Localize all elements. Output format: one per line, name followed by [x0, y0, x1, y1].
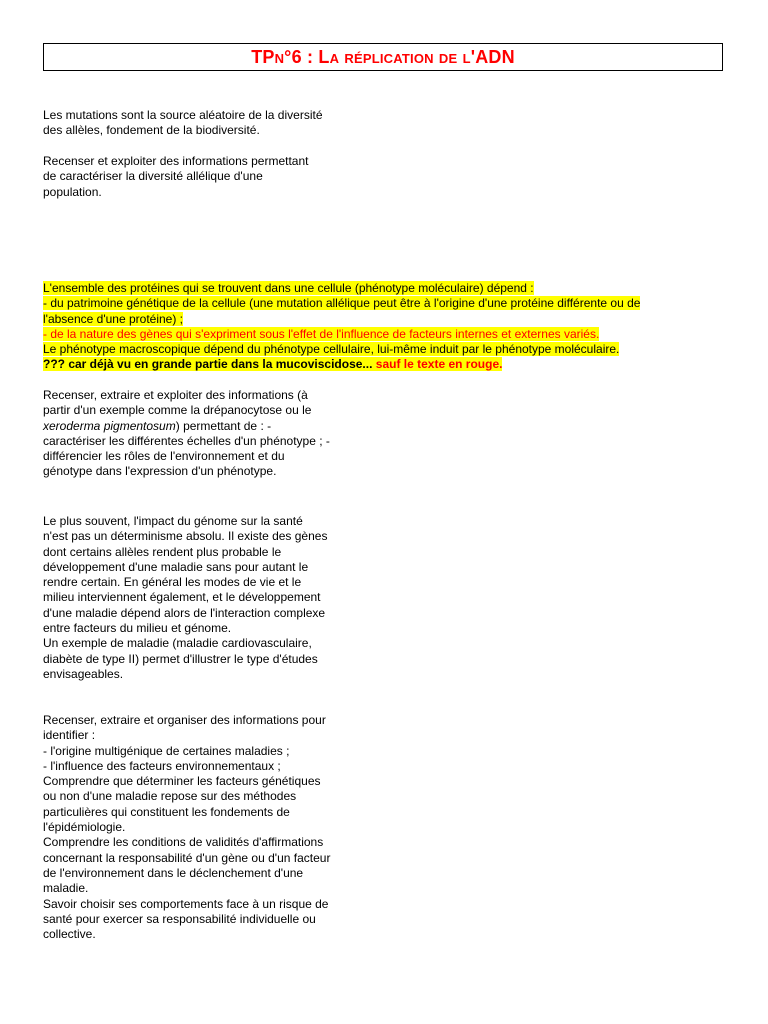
highlight-line-6-red: sauf le texte en rouge.: [372, 357, 503, 372]
title-part-adn: ADN: [475, 46, 515, 67]
page-title: [43, 43, 723, 71]
recenser-phenotype-italic: xeroderma pigmentosum: [43, 418, 176, 433]
paragraph-recenser-phenotype: [43, 388, 363, 480]
title-part-tp: TP: [251, 46, 275, 67]
paragraph-genome-sante: Le plus souvent, l'impact du génome sur la santé n'est pas un déterminisme absolu. Il existe des gènes dont certains allèles rendent plus probable le développement d'une maladie sans pour autant le rendre certain. En général les modes de vie et le milieu interviennent également, et le développement d'une maladie dépend alors de l'interaction complexe entre facteurs du milieu et génome. Un exemple de maladie (maladie cardiovasculaire, diabète de type II) permet d'illustrer le type d'études envisageables.: [43, 514, 328, 681]
paragraph-recenser-diversite: Recenser et exploiter des informations permettant de caractériser la diversité allélique d'une population.: [43, 154, 309, 199]
highlight-line-2: - du patrimoine génétique de la cellule (une mutation allélique peut être à l'origine d'une protéine différente ou de: [43, 296, 641, 311]
highlight-line-1: L'ensemble des protéines qui se trouvent dans une cellule (phénotype moléculaire) dépend :: [43, 281, 534, 295]
highlight-line-3: l'absence d'une protéine) ;: [43, 311, 184, 326]
highlight-line-4-red: - de la nature des gènes qui s'expriment sous l'effet de l'influence de facteurs internes et externes variés.: [43, 326, 600, 341]
recenser-phenotype-a: Recenser, extraire et exploiter des informations (à partir d'un exemple comme la drépanocytose ou le: [43, 388, 312, 418]
recenser-phenotype-b: ) permettant de : - caractériser les différentes échelles d'un phénotype ; - différencier les rôles de l'environnement et du génotype dans l'expression d'un phénotype.: [43, 418, 330, 479]
paragraph-mutations: Les mutations sont la source aléatoire de la diversité des allèles, fondement de la biodiversité.: [43, 108, 323, 138]
title-part-main: n°6 : La réplication de l': [274, 46, 476, 67]
highlight-line-5: Le phénotype macroscopique dépend du phénotype cellulaire, lui-même induit par le phénotype moléculaire.: [43, 342, 620, 357]
highlighted-section: [43, 281, 733, 373]
paragraph-recenser-maladies: Recenser, extraire et organiser des informations pour identifier : - l'origine multigénique de certaines maladies ; - l'influence des facteurs environnementaux ; Comprendre que déterminer les facteurs génétiques ou non d'une maladie repose sur des méthodes particulières qui constituent les fondements de l'épidémiologie. Comprendre les conditions de validités d'affirmations concernant la responsabilité d'un gène ou d'un facteur de l'environnement dans le déclenchement d'une maladie. Savoir choisir ses comportements face à un risque de santé pour exercer sa responsabilité individuelle ou collective.: [43, 713, 331, 942]
highlight-line-6-bold: ??? car déjà vu en grande partie dans la mucoviscidose...: [43, 357, 373, 372]
